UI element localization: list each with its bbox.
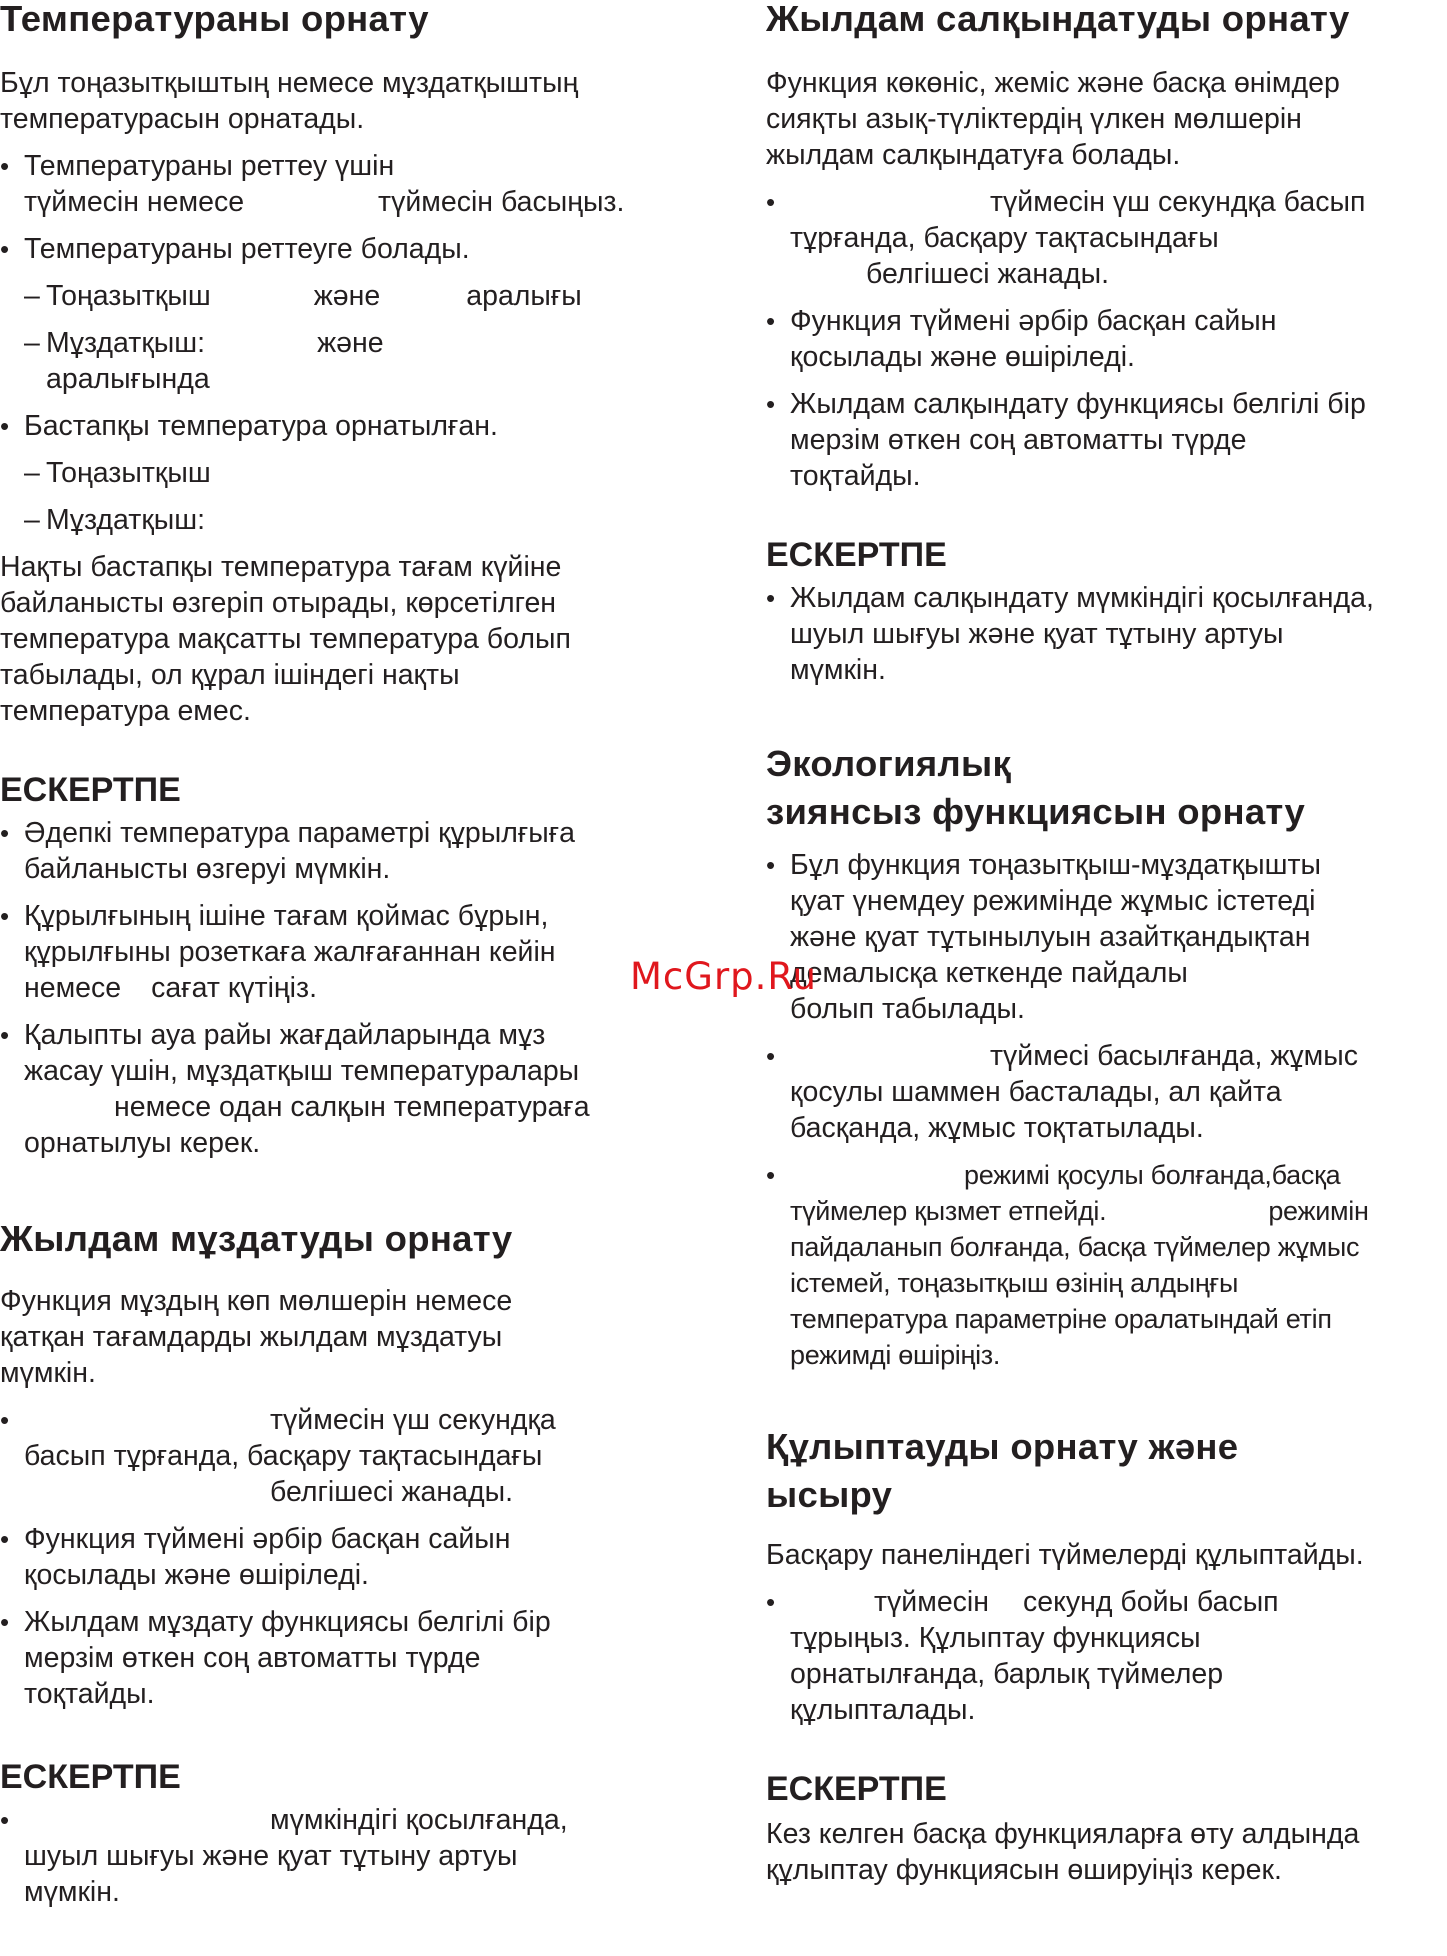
list-item <box>0 898 700 1006</box>
list-item <box>0 815 700 887</box>
bullet-list <box>0 1402 700 1712</box>
list-item <box>0 408 700 444</box>
list-item <box>0 1521 700 1593</box>
section-note-3 <box>766 534 1447 688</box>
text-line: түймесі басылғанда, жұмыс <box>990 1040 1358 1072</box>
text-line: Функция мұздың көп мөлшерін немесе <box>0 1285 513 1317</box>
title-line: Экологиялық <box>766 743 1012 784</box>
text-line: қатқан тағамдарды жылдам мұздатуы <box>0 1321 503 1353</box>
title-line: Құлыптауды орнату және <box>766 1426 1239 1467</box>
text-line: немесе <box>24 972 122 1004</box>
section-lock <box>766 1423 1447 1728</box>
sub-list-item <box>0 325 700 397</box>
text-line: Функция көкөніс, жеміс және басқа өнімдер <box>766 67 1340 99</box>
text-line: және қуат тұтынылуын азайтқандықтан <box>790 921 1311 953</box>
text-line: секунд бойы басып <box>1023 1586 1279 1618</box>
body-paragraph <box>766 1816 1447 1888</box>
text-line: Бұл функция тоңазытқыш-мұздатқышты <box>790 849 1321 881</box>
text-line: Температураны реттеу үшін <box>24 150 395 182</box>
title-line: зиянсыз функциясын орнату <box>766 791 1306 832</box>
text-line: сағат күтіңіз. <box>151 972 317 1004</box>
text-line: белгішесі жанады. <box>866 258 1110 290</box>
bullet-list <box>766 1584 1447 1728</box>
text-line: мерзім өткен соң автоматты түрде <box>24 1642 481 1674</box>
text-line: түймесін басыңыз. <box>378 186 625 218</box>
text-line: Нақты бастапқы температура тағам күйіне <box>0 551 562 583</box>
bullet-list <box>766 184 1447 494</box>
text-line: жылдам салқындатуға болады. <box>766 139 1181 171</box>
text-line: Бастапқы температура орнатылған. <box>24 410 498 442</box>
text-line: демалысқа кеткенде пайдалы <box>790 957 1188 989</box>
text-line: құлыптау функциясын өшируіңіз керек. <box>766 1854 1282 1886</box>
text-line: Жылдам мұздату функциясы белгілі бір <box>24 1606 551 1638</box>
intro-text <box>0 1283 700 1391</box>
text-line: жасау үшін, мұздатқыш температуралары <box>24 1055 580 1087</box>
text-line: Жылдам салқындату мүмкіндігі қосылғанда, <box>790 582 1374 614</box>
bullet-list <box>0 148 700 538</box>
text-line: түймесін немесе <box>24 186 245 218</box>
section-note-1 <box>0 769 700 1161</box>
text-line: Құрылғының ішіне тағам қоймас бұрын, <box>24 900 549 932</box>
text-line: Функция түймені әрбір басқан сайын <box>24 1523 511 1555</box>
list-item <box>766 303 1447 375</box>
note-title: ЕСКЕРТПЕ <box>766 1770 947 1808</box>
text-line: мүмкін. <box>0 1357 96 1389</box>
text-line: түймесін үш секундқа <box>270 1404 556 1436</box>
text-line: түймелер қызмет етпейді. <box>790 1196 1107 1226</box>
text-line: тоқтайды. <box>24 1678 155 1710</box>
text-line: мерзім өткен соң автоматты түрде <box>790 424 1247 456</box>
body-paragraph <box>0 549 700 729</box>
text-line: Кез келген басқа функцияларға өту алдында <box>766 1818 1360 1850</box>
text-line: қуат үнемдеу режимінде жұмыс істетеді <box>790 885 1316 917</box>
text-line: қосылады және өшіріледі. <box>24 1559 369 1591</box>
text-line: Тоңазытқыш <box>46 280 211 312</box>
list-item <box>766 847 1447 1027</box>
sub-list-item <box>0 455 700 491</box>
section-title: Жылдам мұздатуды орнату <box>0 1218 513 1259</box>
text-line: аралығында <box>46 363 210 395</box>
text-line: режимді өшіріңіз. <box>790 1340 1001 1370</box>
text-line: белгішесі жанады. <box>270 1476 514 1508</box>
intro-text <box>0 65 700 137</box>
text-line: басқанда, жұмыс тоқтатылады. <box>790 1112 1204 1144</box>
text-line: шуыл шығуы және қуат тұтыну артуы <box>790 618 1284 650</box>
text-line: Мұздатқыш: <box>46 327 206 359</box>
list-item <box>0 231 700 267</box>
note-title: ЕСКЕРТПЕ <box>766 536 947 574</box>
watermark-text: McGrp.Ru <box>630 955 817 998</box>
section-title: Жылдам салқындатуды орнату <box>766 0 1350 39</box>
list-item <box>0 1604 700 1712</box>
text-line: температурасын орнатады. <box>0 103 365 135</box>
text-line: Қалыпты ауа райы жағдайларында мұз <box>24 1019 546 1051</box>
note-title: ЕСКЕРТПЕ <box>0 771 181 809</box>
bullet-list <box>0 815 700 1161</box>
text-line: байланысты өзгеруі мүмкін. <box>24 853 391 885</box>
list-item <box>766 580 1447 688</box>
intro-text <box>766 65 1447 173</box>
text-line: режимі қосулы болғанда,басқа <box>964 1160 1341 1190</box>
text-line: істемей, тоңазытқыш өзінің алдыңғы <box>790 1268 1239 1298</box>
text-line: шуыл шығуы және қуат тұтыну артуы <box>24 1840 518 1872</box>
text-line: режимін <box>1268 1196 1369 1226</box>
title-line: ысыру <box>766 1474 893 1515</box>
text-line: мүмкіндігі қосылғанда, <box>270 1804 568 1836</box>
section-temperature <box>0 0 700 729</box>
text-line: байланысты өзгеріп отырады, көрсетілген <box>0 587 557 619</box>
text-line: орнатылуы керек. <box>24 1127 261 1159</box>
list-item <box>0 1017 700 1161</box>
text-line: аралығы <box>466 280 582 312</box>
text-line: температура мақсатты температура болып <box>0 623 571 655</box>
section-title: Температураны орнату <box>0 0 429 39</box>
intro-text: Басқару панеліндегі түймелерді құлыптайды. <box>766 1539 1364 1571</box>
text-line: температура емес. <box>0 695 251 727</box>
text-line: Температураны реттеуге болады. <box>24 233 470 265</box>
text-line: Мұздатқыш: <box>46 504 206 536</box>
sub-list-item <box>0 278 700 314</box>
text-line: мүмкін. <box>790 654 886 686</box>
text-line: Тоңазытқыш <box>46 457 211 489</box>
text-line: және <box>317 327 384 359</box>
note-title: ЕСКЕРТПЕ <box>0 1758 181 1796</box>
text-line: қосылады және өшіріледі. <box>790 341 1135 373</box>
section-fast-cool <box>766 0 1447 494</box>
list-item <box>0 1402 700 1510</box>
section-title <box>766 740 1447 836</box>
text-line: болып табылады. <box>790 993 1025 1025</box>
text-line: қосулы шаммен басталады, ал қайта <box>790 1076 1282 1108</box>
text-line: басып тұрғанда, басқару тақтасындағы <box>24 1440 543 1472</box>
section-note-2 <box>0 1756 700 1910</box>
text-line: пайдаланып болғанда, басқа түймелер жұмыс <box>790 1232 1360 1262</box>
list-item <box>766 1038 1447 1146</box>
text-line: құлыпталады. <box>790 1694 976 1726</box>
left-column <box>0 0 700 1910</box>
list-item <box>766 386 1447 494</box>
list-item <box>0 1802 700 1910</box>
bullet-list <box>766 580 1447 688</box>
text-line: Әдепкі температура параметрі құрылғыға <box>24 817 575 849</box>
text-line: мүмкін. <box>24 1876 120 1908</box>
bullet-list <box>766 847 1447 1373</box>
text-line: температура параметріне оралатындай етіп <box>790 1304 1332 1334</box>
text-line: немесе одан салқын температураға <box>114 1091 590 1123</box>
text-line: табылады, ол құрал ішіндегі нақты <box>0 659 460 691</box>
section-fast-freeze <box>0 1215 700 1712</box>
bullet-list <box>0 1802 700 1910</box>
list-item <box>766 1584 1447 1728</box>
text-line: тоқтайды. <box>790 460 921 492</box>
text-line: сияқты азық-түліктердің үлкен мөлшерін <box>766 103 1302 135</box>
text-line: Жылдам салқындату функциясы белгілі бір <box>790 388 1366 420</box>
text-line: және <box>313 280 381 312</box>
section-eco <box>766 740 1447 1373</box>
text-line: Функция түймені әрбір басқан сайын <box>790 305 1277 337</box>
section-title <box>766 1423 1447 1519</box>
text-line: тұрыңыз. Құлыптау функциясы <box>790 1622 1201 1654</box>
list-item <box>0 148 700 220</box>
sub-list-item <box>0 502 700 538</box>
right-column <box>766 0 1447 1888</box>
text-line: түймесін <box>874 1586 989 1618</box>
section-note-4 <box>766 1768 1447 1888</box>
text-line: орнатылғанда, барлық түймелер <box>790 1658 1224 1690</box>
text-line: тұрғанда, басқару тақтасындағы <box>790 222 1219 254</box>
list-item <box>766 1157 1447 1373</box>
text-line: түймесін үш секундқа басып <box>990 186 1366 218</box>
text-line: Бұл тоңазытқыштың немесе мұздатқыштың <box>0 67 579 99</box>
text-line: құрылғыны розеткаға жалғағаннан кейін <box>24 936 556 968</box>
list-item <box>766 184 1447 292</box>
